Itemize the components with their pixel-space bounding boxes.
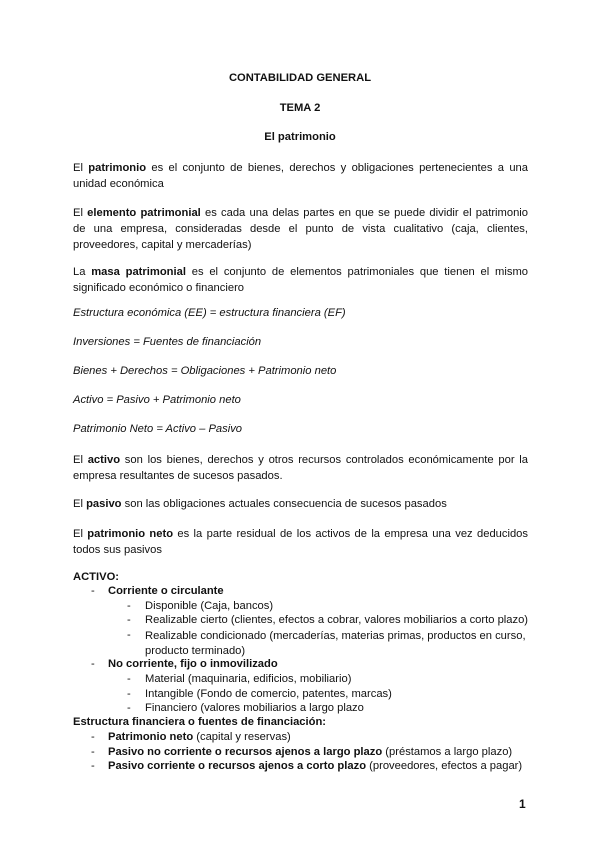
definition-patrimonio: El patrimonio es el conjunto de bienes, derechos y obligaciones pertenecientes a una unidad económica (73, 162, 528, 190)
term-masa-patrimonial: masa patrimonial (91, 266, 186, 278)
document-title: CONTABILIDAD GENERAL (228, 72, 372, 84)
list-dash: - (91, 658, 95, 670)
list-item: Patrimonio neto (capital y reservas) (108, 731, 291, 743)
equation-bienes: Bienes + Derechos = Obligaciones + Patrimonio neto (73, 365, 337, 377)
list-item: Financiero (valores mobiliarios a largo plazo (145, 702, 364, 714)
list-dash: - (91, 731, 95, 743)
topic-heading: TEMA 2 (279, 102, 321, 114)
list-dash: - (127, 600, 131, 612)
list-item: Pasivo corriente o recursos ajenos a corto plazo (proveedores, efectos a pagar) (108, 760, 523, 772)
list-dash: - (91, 760, 95, 772)
estructura-heading: Estructura financiera o fuentes de financiación: (73, 716, 327, 728)
list-item: Intangible (Fondo de comercio, patentes, marcas) (145, 688, 392, 700)
concept-activo: El activo son los bienes, derechos y otros recursos controlados económicamente por la empresa resultantes de sucesos pasados. (73, 454, 528, 482)
list-item: Disponible (Caja, bancos) (145, 600, 274, 612)
list-dash: - (127, 673, 131, 685)
list-item: Realizable cierto (clientes, efectos a cobrar, valores mobiliarios a corto plazo) (145, 614, 529, 626)
concept-pasivo: El pasivo son las obligaciones actuales consecuencia de sucesos pasados (73, 498, 447, 510)
page-number: 1 (519, 797, 526, 811)
list-item: Pasivo no corriente o recursos ajenos a largo plazo (préstamos a largo plazo) (108, 746, 513, 758)
equation-patrimonio-neto: Patrimonio Neto = Activo – Pasivo (73, 423, 243, 435)
corriente-label: Corriente o circulante (108, 585, 224, 597)
activo-heading: ACTIVO: (73, 571, 119, 583)
term-activo: activo (87, 454, 121, 466)
equation-inversiones: Inversiones = Fuentes de financiación (73, 336, 262, 348)
section-heading: El patrimonio (264, 131, 336, 143)
list-dash: - (127, 688, 131, 700)
term-patrimonio-neto: patrimonio neto (87, 528, 174, 540)
term-pasivo: pasivo (86, 498, 122, 510)
list-dash: - (91, 746, 95, 758)
list-dash: - (127, 614, 131, 626)
equation-estructura: Estructura económica (EE) = estructura financiera (EF) (73, 307, 346, 319)
list-dash: - (91, 585, 95, 597)
concept-patrimonio-neto: El patrimonio neto es la parte residual de los activos de la empresa una vez deducidos todos sus pasivos (73, 528, 528, 556)
list-item: Material (maquinaria, edificios, mobiliario) (145, 673, 352, 685)
list-dash: - (127, 629, 131, 641)
definition-elemento-patrimonial: El elemento patrimonial es cada una delas partes en que se puede dividir el patrimonio de una empresa, consideradas desde el punto de vista cualitativo (caja, clientes, proveedores, capital y mercaderías) (73, 207, 528, 251)
term-elemento-patrimonial: elemento patrimonial (87, 207, 201, 219)
list-dash: - (127, 702, 131, 714)
no-corriente-label: No corriente, fijo o inmovilizado (108, 658, 278, 670)
list-item: Realizable condicionado (mercaderías, materias primas, productos en curso, producto terminado) (145, 630, 526, 657)
definition-masa-patrimonial: La masa patrimonial es el conjunto de elementos patrimoniales que tienen el mismo significado económico o financiero (73, 266, 528, 294)
equation-activo: Activo = Pasivo + Patrimonio neto (73, 394, 241, 406)
term-patrimonio: patrimonio (88, 162, 147, 174)
